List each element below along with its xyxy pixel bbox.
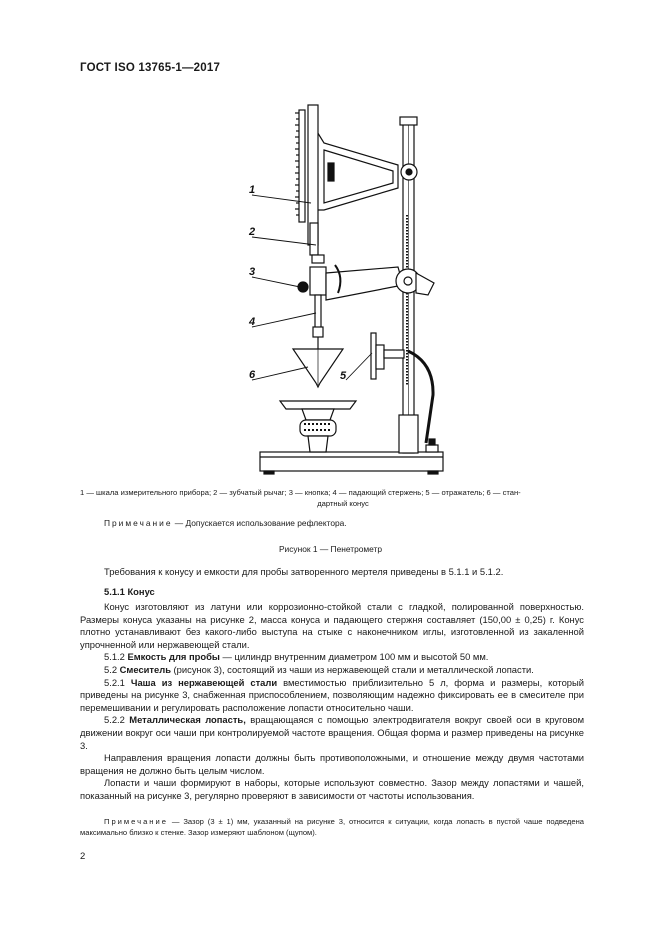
page-number: 2 [80,851,86,862]
figure-label-6: 6 [249,369,256,381]
paragraph-5-1-1: Конус изготовляют из латуни или коррозионно-стойкой стали с гладкой, полированной поверхностью. Размеры конуса указаны на рисунке 2, масса конуса и падающего стержня составляет (150,00 ± 0,25) г. Конус плотно устанавливают без какого-либо выступа на стыке с наконечником иглы, изготовленной из закаленной упрочненной или нержавеющей стали. [80,601,584,650]
figure-label-5: 5 [340,370,347,382]
sample-stand [280,401,356,452]
figure-note [104,518,347,528]
figure-legend-line1: 1 — шкала измерительного прибора; 2 — зубчатый рычаг; 3 — кнопка; 4 — падающий стержень; 5 — отражатель; 6 — стан- [80,488,521,497]
falling-rod [313,295,323,349]
figure-label-3: 3 [249,266,256,278]
figure-label-1: 1 [249,184,256,196]
paragraph-sets: Лопасти и чаши формируют в наборы, которые используют совместно. Зазор между лопастями и чашей, показанный на рисунке 3, регулярно проверяют в зависимости от частоты использования. [80,777,584,801]
scale-bracket [295,105,417,255]
paragraph-5-2: 5.2 Смеситель (рисунок 3), состоящий из чаши из нержавеющей стали и металлической лопасти. [104,663,534,675]
document-header: ГОСТ ISO 13765-1—2017 [80,62,221,74]
note2-prefix: Примечание [104,817,168,826]
section-5-1-1-heading: 5.1.1 Конус [104,586,155,597]
note2-text: — Зазор (3 ± 1) мм, указанный на рисунке 3, относится к ситуации, когда лопасть в пустой чаше подведена максимально близко к стенке. Зазор измеряют шаблоном (щупом). [80,817,584,837]
paragraph-5-1-2: 5.1.2 Емкость для пробы — цилиндр внутренним диаметром 100 мм и высотой 50 мм. [104,651,489,663]
paragraph-5-2-1: 5.2.1 Чаша из нержавеющей стали вместимостью приблизительно 5 л, форма и размеры, который приведены на рисунке 3, снабженная приспособлением, позволяющим надежно фиксировать ее в смесителе при перемешивании и регулировать расположение лопасти относительно чаши. [80,676,584,713]
figure-legend-line2: дартный конус [317,499,369,508]
penetrometer-figure [238,95,453,475]
figure-label-4: 4 [249,316,256,328]
figure-title: Рисунок 1 — Пенетрометр [278,544,383,554]
main-text [80,601,584,803]
note-text: — Допускается использование рефлектора. [172,518,347,528]
paragraph-5-2-2: 5.2.2 Металлическая лопасть, вращающаяся с помощью электродвигателя вокруг своей оси в круговом движении вокруг оси чаши при контролируемой частоте вращения. Общая форма и размер приведены на рисунке 3. [80,714,585,751]
note-prefix: Примечание [104,518,173,528]
paragraph-intro: Требования к конусу и емкости для пробы затворенного мертеля приведены в 5.1.1 и 5.1.2. [104,566,504,577]
figure-legend [80,487,584,509]
paragraph-blade-direction: Направления вращения лопасти должны быть противоположными, и отношение между двумя частотами вращения не должно быть целым числом. [80,752,584,776]
figure-label-2: 2 [249,226,256,238]
base-plate [260,452,443,471]
gap-note [80,816,584,838]
